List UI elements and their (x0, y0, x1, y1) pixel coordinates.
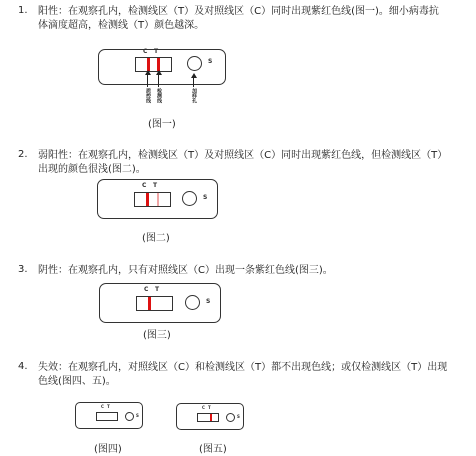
item-number: 2. (18, 149, 28, 160)
item-number: 3. (18, 264, 28, 275)
sample-well (185, 295, 200, 310)
test-cassette-5 (176, 403, 244, 430)
sample-well (187, 56, 202, 71)
test-line-faint (157, 193, 159, 206)
figure-caption: (图三) (143, 330, 171, 341)
figure-caption: (图五) (199, 444, 227, 455)
test-line (210, 414, 212, 421)
control-line-annotation: 质控线 (145, 88, 151, 103)
sample-well (125, 412, 134, 421)
result-window (134, 192, 171, 207)
result-window (136, 296, 173, 311)
item-text-invalid: 失效：在观察孔内，对照线区（C）和检测线区（T）都不出现色线；或仅检测线区（T）出现色线(图四、五)。 (38, 362, 448, 387)
item-text-negative: 阴性：在观察孔内，只有对照线区（C）出现一条紫红色线(图三)。 (38, 265, 333, 276)
test-cassette-4 (75, 402, 143, 429)
s-label: S (208, 58, 213, 65)
result-window (96, 412, 118, 421)
control-line (146, 193, 149, 206)
s-label: S (136, 413, 139, 418)
t-label: T (208, 405, 211, 410)
arrow-up-icon (145, 70, 151, 75)
result-window (135, 57, 172, 72)
arrow-stem (193, 78, 194, 87)
figure-caption: (图一) (148, 119, 176, 130)
control-line (148, 297, 151, 310)
c-label: C (143, 48, 148, 55)
t-label: T (154, 48, 159, 55)
s-label: S (237, 414, 240, 419)
arrow-up-icon (156, 70, 162, 75)
s-label: S (203, 194, 208, 201)
item-text-weak-positive: 弱阳性：在观察孔内，检测线区（T）及对照线区（C）同时出现紫红色线，但检测线区（T）出现的颜色很浅(图二)。 (38, 150, 448, 175)
test-cassette-3 (99, 283, 221, 323)
test-line-annotation: 检测线 (156, 88, 162, 103)
t-label: T (107, 404, 110, 409)
test-cassette-1 (98, 49, 226, 85)
c-label: C (142, 182, 147, 189)
arrow-stem (147, 75, 148, 87)
figure-caption: (图二) (142, 233, 170, 244)
arrow-stem (158, 75, 159, 87)
test-cassette-2 (97, 179, 218, 219)
figure-caption: (图四) (94, 444, 122, 455)
result-window (197, 413, 219, 422)
c-label: C (144, 286, 149, 293)
sample-well (226, 413, 235, 422)
item-number: 1. (18, 5, 28, 16)
c-label: C (202, 405, 205, 410)
s-label: S (206, 298, 211, 305)
sample-well (182, 191, 197, 206)
t-label: T (155, 286, 160, 293)
item-text-positive: 阳性：在观察孔内，检测线区（T）及对照线区（C）同时出现紫红色线(图一)。细小病毒抗体滴度超高，检测线（T）颜色越深。 (38, 6, 439, 31)
arrow-up-icon (191, 73, 197, 78)
t-label: T (153, 182, 158, 189)
c-label: C (101, 404, 104, 409)
item-number: 4. (18, 361, 28, 372)
sample-well-annotation: 加样孔 (191, 88, 197, 103)
